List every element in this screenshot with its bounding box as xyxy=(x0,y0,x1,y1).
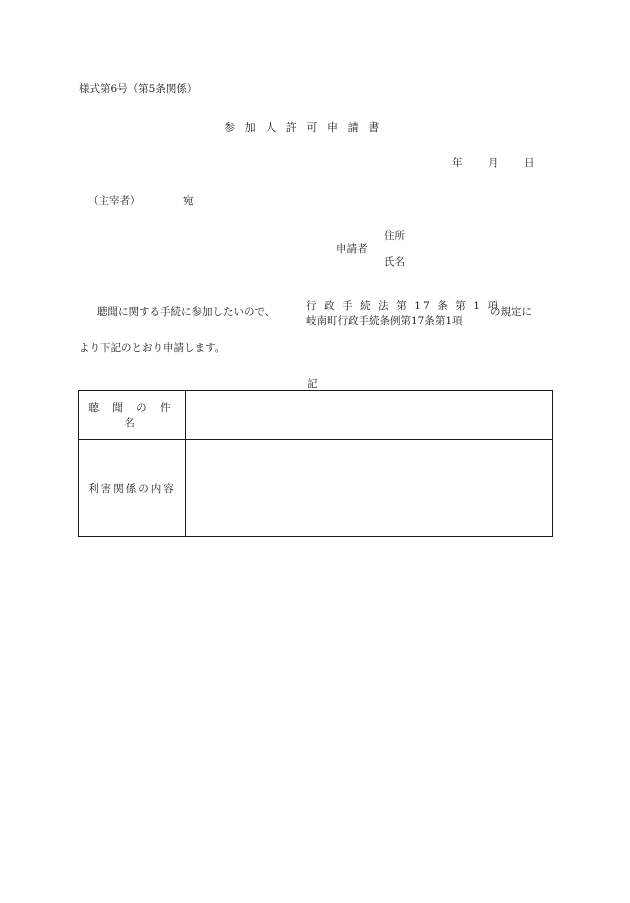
applicant-name-label: 氏名 xyxy=(384,256,405,268)
table-row-hearing-subject xyxy=(79,391,553,440)
applicant-label: 申請者 xyxy=(336,243,368,255)
date-month-label: 月 xyxy=(488,157,499,169)
ki-heading: 記 xyxy=(307,378,318,390)
body-text-line2: より下記のとおり申請します。 xyxy=(79,342,226,354)
body-text-suffix: の規定に xyxy=(490,306,532,318)
date-day-label: 日 xyxy=(524,157,535,169)
applicant-address-label: 住所 xyxy=(384,230,405,242)
document-title: 参加人許可申請書 xyxy=(224,121,389,134)
interest-details-label: 利害関係の内容 xyxy=(79,440,186,537)
law-option-national: 行 政 手 続 法 第 17 条 第 1 項 xyxy=(306,300,501,312)
form-number: 様式第6号（第5条関係） xyxy=(79,83,198,95)
addressee-suffix: 宛 xyxy=(183,195,194,207)
hearing-subject-label: 聴 聞 の 件 名 xyxy=(79,391,186,440)
body-text-prefix: 聴聞に関する手続に参加したいので、 xyxy=(97,306,276,318)
date-year-label: 年 xyxy=(452,157,463,169)
hearing-subject-field[interactable] xyxy=(186,391,553,440)
addressee-label: （主宰者） xyxy=(88,195,141,207)
application-table xyxy=(78,390,553,537)
law-option-local: 岐南町行政手続条例第17条第1項 xyxy=(306,315,463,327)
interest-details-field[interactable] xyxy=(186,440,553,537)
table-row-interest-details xyxy=(79,440,553,537)
